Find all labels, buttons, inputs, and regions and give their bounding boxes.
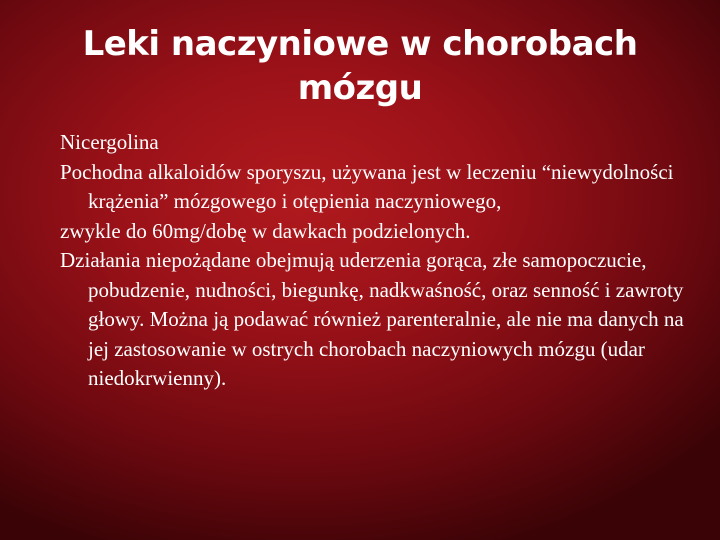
paragraph-description: Pochodna alkaloidów sporyszu, używana jest w leczeniu “niewydolności krążenia” mózgowego i otępienia naczyniowego, [60,159,674,213]
slide-title [0,22,720,110]
slide-body [60,128,700,394]
slide-title-line-1: Leki naczyniowe w chorobach [82,24,638,64]
paragraph-dosage: zwykle do 60mg/dobę w dawkach podzielonych. [60,218,471,243]
paragraph-drug-name: Nicergolina [60,130,159,154]
paragraph-side-effects: Działania niepożądane obejmują uderzenia gorąca, złe samopoczucie, pobudzenie, nudności, biegunkę, nadkwaśność, oraz senność i zawroty głowy. Można ją podawać również parenteralnie, ale nie ma danych na jej zastosowanie w ostrych chorobach naczyniowych mózgu (udar niedokrwienny). [60,248,684,390]
slide-title-line-2: mózgu [297,68,423,108]
